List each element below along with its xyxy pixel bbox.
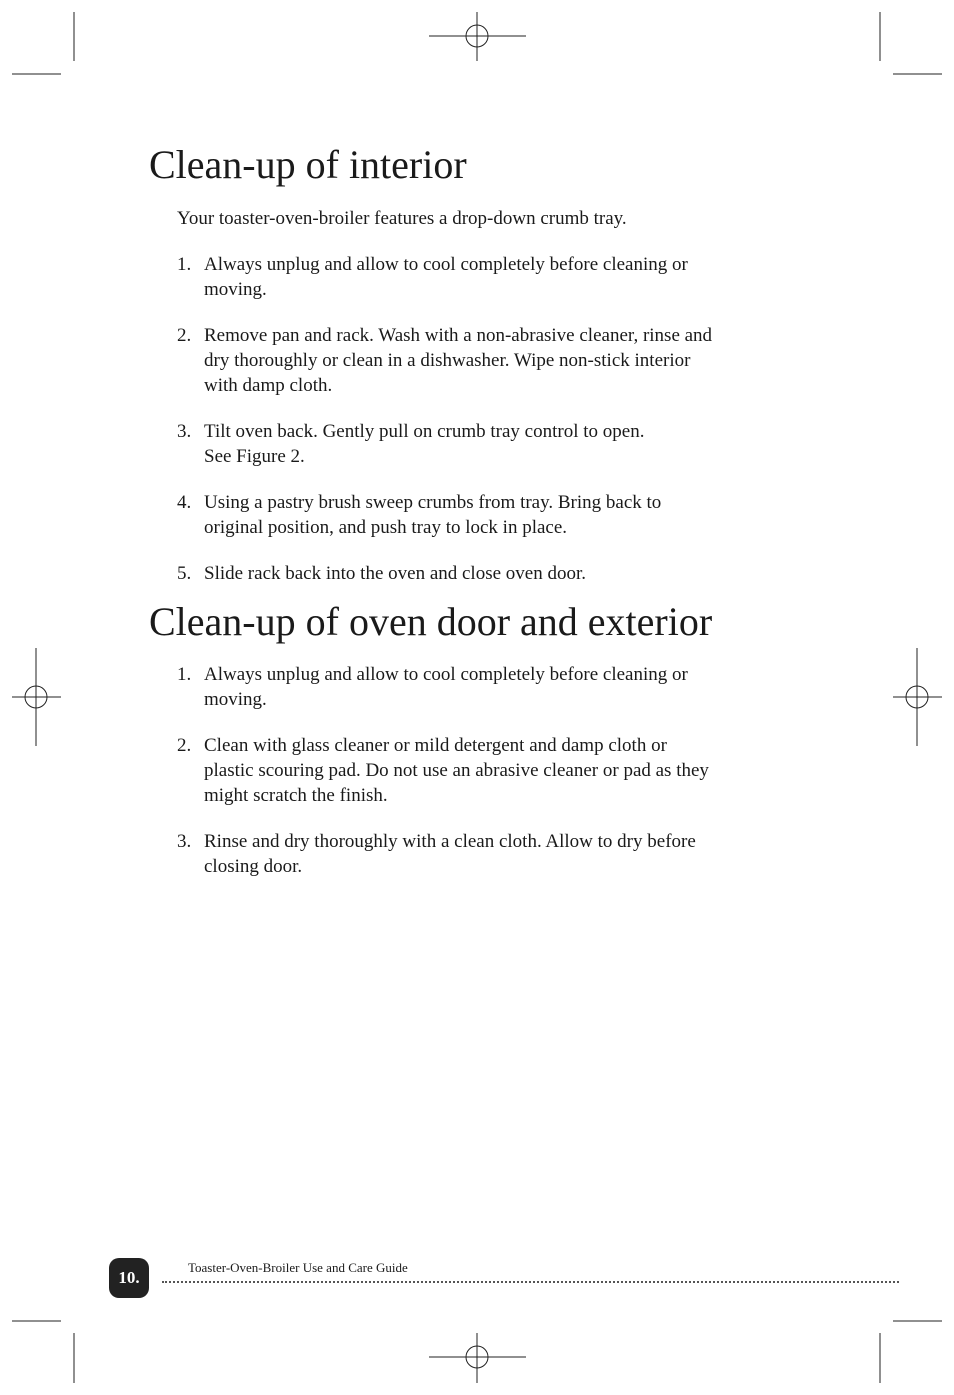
step-number: 5. xyxy=(177,563,192,584)
exterior-steps-list xyxy=(177,662,807,879)
step-number: 3. xyxy=(177,831,192,852)
step-number: 4. xyxy=(177,492,192,513)
step-text: Slide rack back into the oven and close oven door. xyxy=(204,563,587,584)
interior-steps-list xyxy=(177,252,807,586)
step-number: 2. xyxy=(177,325,192,346)
list-item xyxy=(177,490,807,540)
step-text: Clean with glass cleaner or mild detergent and damp cloth or plastic scouring pad. Do not use an abrasive cleaner or pad as they might scratch the finish. xyxy=(204,735,709,806)
footer-dotted-rule xyxy=(162,1281,899,1283)
step-text: Tilt oven back. Gently pull on crumb tray control to open. See Figure 2. xyxy=(204,421,645,467)
step-text: Always unplug and allow to cool completely before cleaning or moving. xyxy=(204,664,688,710)
step-number: 3. xyxy=(177,421,192,442)
footer-guide-title: Toaster-Oven-Broiler Use and Care Guide xyxy=(188,1260,408,1275)
registration-mark-bottom xyxy=(429,1333,526,1383)
step-number: 1. xyxy=(177,254,192,275)
section-title-exterior: Clean-up of oven door and exterior xyxy=(149,599,713,644)
list-item xyxy=(177,323,807,398)
registration-mark-left xyxy=(12,648,61,746)
list-item xyxy=(177,829,807,879)
list-item xyxy=(177,252,807,302)
registration-mark-top xyxy=(429,12,526,61)
list-item xyxy=(177,561,807,586)
page-number-badge: 10. xyxy=(109,1258,149,1298)
intro-text: Your toaster-oven-broiler features a drop-down crumb tray. xyxy=(177,208,627,229)
list-item xyxy=(177,662,807,712)
step-text: Remove pan and rack. Wash with a non-abrasive cleaner, rinse and dry thoroughly or clean in a dishwasher. Wipe non-stick interior with damp cloth. xyxy=(204,325,713,396)
step-text: Using a pastry brush sweep crumbs from tray. Bring back to original position, and push tray to lock in place. xyxy=(204,492,662,538)
step-number: 1. xyxy=(177,664,192,685)
list-item xyxy=(177,419,807,469)
section-title-interior: Clean-up of interior xyxy=(149,142,467,187)
step-text: Always unplug and allow to cool completely before cleaning or moving. xyxy=(204,254,688,300)
step-text: Rinse and dry thoroughly with a clean cloth. Allow to dry before closing door. xyxy=(204,831,696,877)
step-number: 2. xyxy=(177,735,192,756)
registration-mark-right xyxy=(893,648,942,746)
list-item xyxy=(177,733,807,808)
